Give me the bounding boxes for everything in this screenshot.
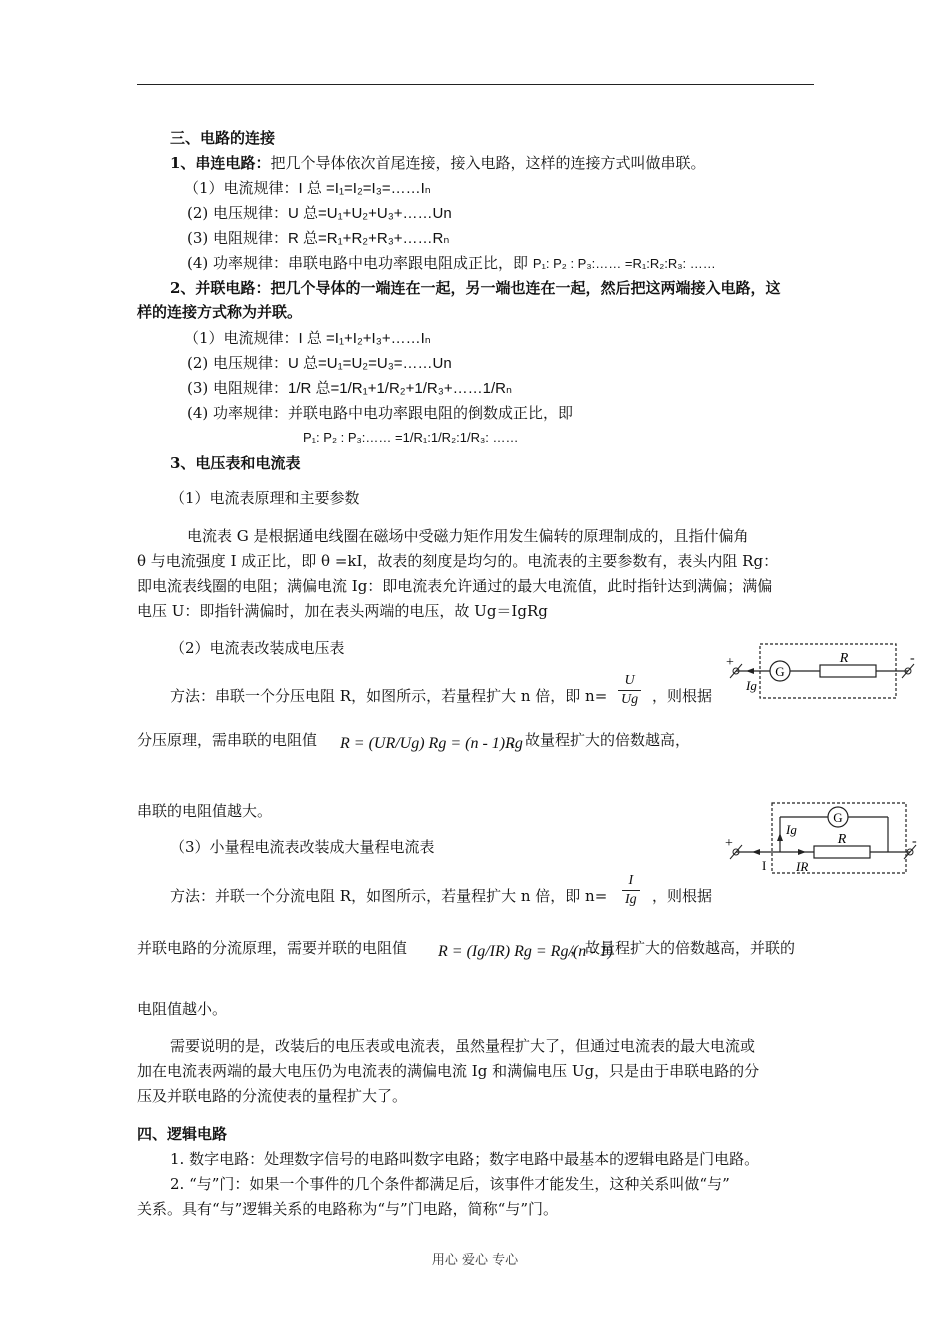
method2-line1 xyxy=(170,686,607,706)
parallel-power-formula: P₁: P₂ : P₃:…… =1/R₁:1/R₂:1/R₃: …… xyxy=(303,430,519,445)
resistor-current-arrow xyxy=(798,849,806,855)
method2-line2: 分压原理，需串联的电阻值 xyxy=(137,731,318,749)
resistor-symbol xyxy=(814,846,870,858)
text: 方法：并联一个分流电阻 R，如图所示，若量程扩大 n 倍，即 n= xyxy=(170,887,608,905)
resistor-label: R xyxy=(837,832,847,847)
meters-sub3: （3）小量程电流表改装成大量程电流表 xyxy=(170,838,435,856)
parallel-current-rule xyxy=(184,328,431,349)
method3-line2: 并联电路的分流原理，需要并联的电阻值 xyxy=(137,939,408,957)
note-line1: 需要说明的是，改装后的电压表或电流表，虽然量程扩大了，但通过电流表的最大电流或 xyxy=(170,1037,756,1055)
galvanometer-current-arrow xyxy=(777,833,783,841)
label: (4) 功率规律： xyxy=(187,254,289,272)
formula: P₁: P₂ : P₃:…… =R₁:R₂:R₃: …… xyxy=(532,256,716,271)
page-footer: 用心 爱心 专心 xyxy=(431,1253,519,1268)
parallel-desc1: 把几个导体的一端连在一起，另一端也连在一起，然后把这两端接入电路，这 xyxy=(270,279,781,297)
note-line3: 压及并联电路的分流使表的量程扩大了。 xyxy=(137,1087,408,1105)
parallel-title: 2、并联电路： xyxy=(170,279,271,297)
series-current-rule xyxy=(184,178,431,199)
galvanometer-label: G xyxy=(833,810,843,825)
resistor-label: R xyxy=(839,651,849,666)
galvanometer-current-label: Ig xyxy=(786,822,797,837)
parallel-power-rule xyxy=(187,403,573,423)
meters-p1-line3: 即电流表线圈的电阻；满偏电流 Ig：即电流表允许通过的最大电流值，此时指针达到满偏；满偏 xyxy=(137,577,773,595)
main-current-label: I xyxy=(762,858,767,873)
galvanometer-label: G xyxy=(775,664,785,679)
label: （1）电流规律： xyxy=(184,329,299,347)
minus-sign: - xyxy=(912,834,917,849)
method3-line2-end: ，故量程扩大的倍数越高，并联的 xyxy=(570,939,796,957)
meters-p1-line1: 电流表 G 是根据通电线圈在磁场中受磁力矩作用发生偏转的原理制成的，且指什偏角 xyxy=(187,527,749,545)
method3-line1 xyxy=(170,886,607,906)
series-intro xyxy=(170,153,705,173)
main-current-arrow xyxy=(752,849,760,855)
minus-sign: - xyxy=(910,651,915,666)
circuit-voltmeter-diagram xyxy=(722,638,922,708)
logic-item2-line2: 关系。具有“与”逻辑关系的电路称为“与”门电路，简称“与”门。 xyxy=(137,1200,559,1218)
meters-sub2: （2）电流表改装成电压表 xyxy=(170,639,345,657)
formula: U 总=U₁+U₂+U₃+……Un xyxy=(288,205,452,222)
meters-p1-line2: θ 与电流强度 I 成正比，即 θ =kI，故表的刻度是均匀的。电流表的主要参数有，表头内阻 Rg： xyxy=(137,552,779,570)
numerator: U xyxy=(618,673,641,691)
resistor-symbol xyxy=(820,665,876,677)
denominator: Ig xyxy=(625,892,637,907)
section-4-heading: 四、逻辑电路 xyxy=(137,1125,228,1143)
header-rule xyxy=(137,84,814,85)
note-line2: 加在电流表两端的最大电压仍为电流表的满偏电流 Ig 和满偏电压 Ug，只是由于串联电路的分 xyxy=(137,1062,760,1080)
denominator: Ug xyxy=(621,692,639,707)
logic-item2-line1: 2. “与”门：如果一个事件的几个条件都满足后，该事件才能发生，这种关系叫做“与” xyxy=(170,1175,730,1193)
label: （1）电流规律： xyxy=(184,179,299,197)
section-3-heading: 三、电路的连接 xyxy=(170,129,276,147)
fraction-n-current xyxy=(622,873,640,908)
formula: R 总=R₁+R₂+R₃+……Rₙ xyxy=(288,230,450,247)
formula: U 总=U₁=U₂=U₃=……Un xyxy=(288,355,452,372)
series-power-rule xyxy=(187,253,716,274)
formula-text: R = (Ig/IR) Rg = Rg/(n - 1) xyxy=(438,943,613,960)
circuit-ammeter-diagram xyxy=(722,797,922,882)
series-title: 1、串连电路： xyxy=(170,154,271,172)
label: (3) 电阻规律： xyxy=(187,229,289,247)
method3-line1-end: ，则根据 xyxy=(652,887,713,905)
label: (2) 电压规律： xyxy=(187,354,289,372)
meters-p1-line4: 电压 U：即指针满偏时，加在表头两端的电压，故 Ug＝IgRg xyxy=(137,602,548,620)
current-label: Ig xyxy=(746,678,757,693)
series-desc: 把几个导体依次首尾连接，接入电路，这样的连接方式叫做串联。 xyxy=(270,154,706,172)
formula: 1/R 总=1/R₁+1/R₂+1/R₃+……1/Rₙ xyxy=(288,380,512,397)
formula: I 总 =I₁=I₂=I₃=……Iₙ xyxy=(298,180,431,197)
method2-line3: 串联的电阻值越大。 xyxy=(137,802,273,820)
meters-sub1: （1）电流表原理和主要参数 xyxy=(170,489,360,507)
series-resistance-rule xyxy=(187,228,449,249)
fraction-n-voltage xyxy=(618,673,641,708)
resistor-current-label: IR xyxy=(796,859,809,874)
label: (2) 电压规律： xyxy=(187,204,289,222)
method3-line3: 电阻值越小。 xyxy=(137,1000,228,1018)
text: 串联电路中电功率跟电阻成正比，即 xyxy=(288,254,529,272)
plus-sign: + xyxy=(726,655,734,670)
text: 并联电路中电功率跟电阻的倒数成正比，即 xyxy=(288,404,574,422)
plus-sign: + xyxy=(725,836,733,851)
parallel-intro-line2: 样的连接方式称为并联。 xyxy=(137,303,303,321)
current-arrow xyxy=(746,668,754,674)
formula-text: R = (UR/Ug) Rg = (n - 1)Rg xyxy=(340,735,523,752)
parallel-intro-line1 xyxy=(170,278,780,298)
label: (4) 功率规律： xyxy=(187,404,289,422)
formula-series-resistor xyxy=(340,735,523,753)
logic-item1: 1. 数字电路：处理数字信号的电路叫数字电路；数字电路中最基本的逻辑电路是门电路。 xyxy=(170,1150,760,1168)
numerator: I xyxy=(622,873,640,891)
meters-heading: 3、电压表和电流表 xyxy=(170,454,301,472)
method2-line1-end: ，则根据 xyxy=(652,687,713,705)
method2-line2-end: ，故量程扩大的倍数越高， xyxy=(510,731,691,749)
parallel-voltage-rule xyxy=(187,353,452,374)
parallel-resistance-rule xyxy=(187,378,512,399)
series-voltage-rule xyxy=(187,203,452,224)
label: (3) 电阻规律： xyxy=(187,379,289,397)
text: 方法：串联一个分压电阻 R，如图所示，若量程扩大 n 倍，即 n= xyxy=(170,687,608,705)
formula: I 总 =I₁+I₂+I₃+……Iₙ xyxy=(298,330,431,347)
